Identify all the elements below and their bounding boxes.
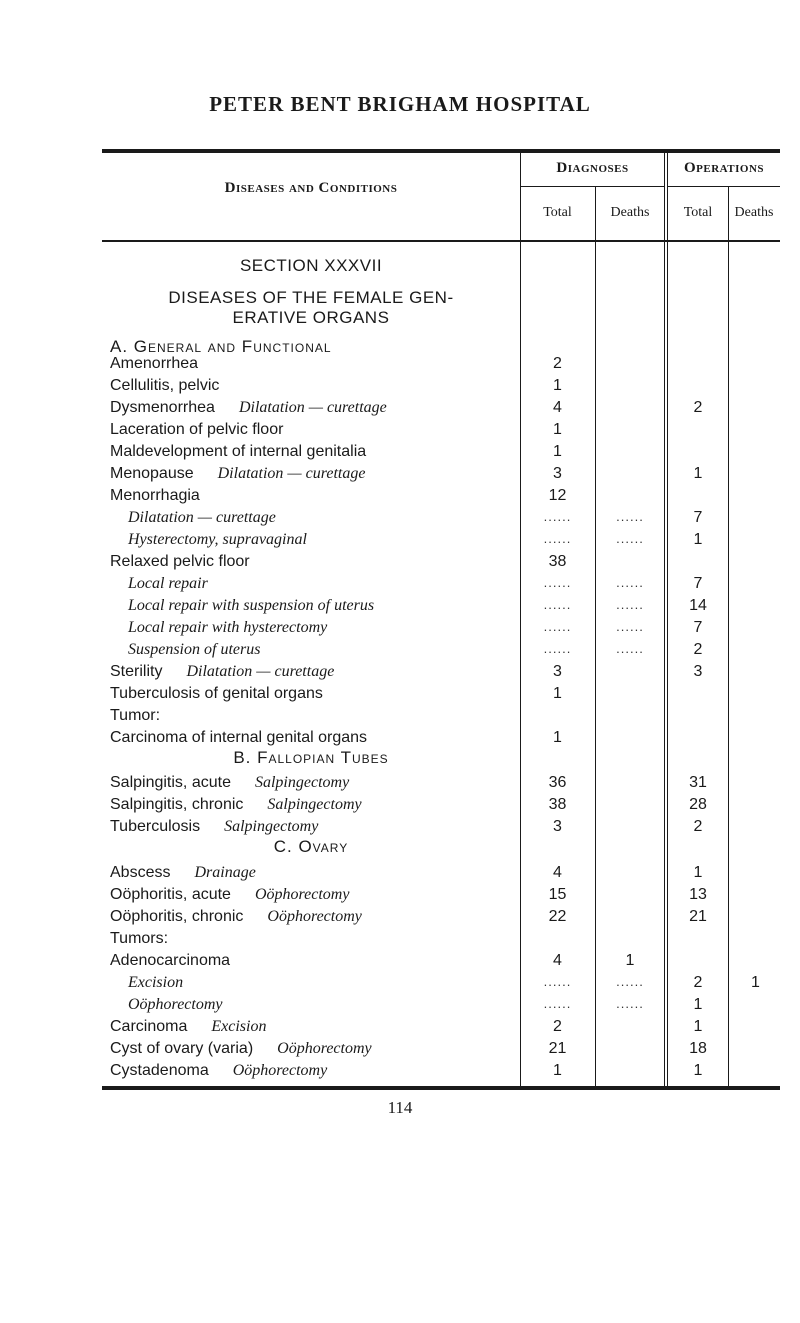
operation-name: Dilatation — curettage (217, 465, 366, 482)
table-row (0, 1040, 800, 1062)
cell-op-total: 2 (693, 818, 703, 835)
row-label (128, 996, 223, 1014)
table-row (0, 1062, 800, 1084)
table-row (0, 619, 800, 641)
table-row (0, 509, 800, 531)
row-label (110, 399, 387, 417)
table-row (0, 864, 800, 886)
row-label (110, 818, 318, 836)
row-label (110, 908, 362, 926)
condition-name: Salpingitis, chronic (110, 796, 244, 813)
cell-dx-total: 1 (553, 421, 562, 438)
cell-dx-total: 2 (553, 355, 562, 372)
condition-name: Carcinoma (110, 1018, 188, 1035)
row-label (110, 1062, 327, 1080)
cell-dx-total: 1 (553, 1062, 562, 1079)
condition-name: Oöphoritis, acute (110, 886, 231, 903)
group-heading-a: A. General and Functional (110, 337, 332, 356)
section-subtitle-2: ERATIVE ORGANS (232, 308, 390, 327)
cell-dx-total: 12 (548, 487, 567, 504)
row-label (110, 930, 168, 948)
cell-op-total: 2 (693, 974, 703, 991)
cell-dx-total: 22 (548, 908, 567, 925)
table-row (0, 553, 800, 575)
row-label (110, 774, 349, 792)
condition-name: Relaxed pelvic floor (110, 553, 250, 570)
table-row (0, 531, 800, 553)
cell-leader: ...... (616, 597, 644, 612)
table-row (0, 1018, 800, 1040)
operation-name: Dilatation — curettage (238, 399, 387, 416)
cell-op-total: 21 (689, 908, 707, 925)
diagnoses-subheader-rule (520, 186, 665, 187)
table-row (0, 465, 800, 487)
table-row (0, 707, 800, 729)
cell-dx-total: 3 (553, 663, 562, 680)
condition-name: Adenocarcinoma (110, 952, 231, 969)
cell-dx-total: 1 (553, 685, 562, 702)
cell-dx-total: 3 (553, 465, 562, 482)
table-row (0, 597, 800, 619)
cell-leader: ...... (543, 509, 572, 524)
cell-dx-total: 38 (548, 553, 567, 570)
table-row (0, 729, 800, 751)
operations-subheader-rule (668, 186, 780, 187)
row-label (110, 707, 160, 725)
condition-name: Cellulitis, pelvic (110, 377, 220, 394)
cell-leader: ...... (543, 597, 572, 612)
cell-leader: ...... (616, 531, 644, 546)
section-subtitle-1: DISEASES OF THE FEMALE GEN- (168, 288, 454, 307)
row-label (128, 641, 260, 659)
operation-name: Excision (211, 1018, 267, 1035)
operation-name: Dilatation — curettage (128, 509, 276, 526)
col-heading-op-total: Total (683, 205, 713, 220)
cell-dx-total: 1 (553, 443, 562, 460)
operation-name: Dilatation — curettage (186, 663, 335, 680)
condition-name: Cyst of ovary (varia) (110, 1040, 254, 1057)
row-label (110, 465, 365, 483)
row-label (110, 1040, 372, 1058)
condition-name: Sterility (110, 663, 163, 680)
row-label (110, 864, 256, 882)
page-number: 114 (387, 1098, 413, 1117)
table-row (0, 952, 800, 974)
condition-name: Tumors: (110, 930, 169, 947)
table-row (0, 355, 800, 377)
cell-op-total: 2 (693, 641, 703, 658)
cell-op-total: 18 (689, 1040, 707, 1057)
row-label (128, 974, 183, 992)
cell-op-total: 7 (693, 509, 703, 526)
row-label (128, 575, 208, 593)
section-title: SECTION XXXVII (239, 256, 383, 275)
row-label (110, 952, 230, 970)
cell-leader: ...... (616, 575, 644, 590)
table-row (0, 774, 800, 796)
condition-name: Dysmenorrhea (110, 399, 215, 416)
condition-name: Carcinoma of internal genital organs (110, 729, 368, 746)
cell-dx-total: 2 (553, 1018, 562, 1035)
cell-op-total: 2 (693, 399, 703, 416)
operation-name: Drainage (194, 864, 256, 881)
operation-name: Local repair with suspension of uterus (128, 597, 375, 614)
table-row (0, 930, 800, 952)
row-label (110, 685, 323, 703)
cell-op-total: 14 (689, 597, 707, 614)
cell-op-total: 1 (693, 864, 703, 881)
condition-name: Maldevelopment of internal genitalia (110, 443, 367, 460)
row-label (110, 443, 366, 461)
cell-dx-total: 4 (553, 952, 562, 969)
operation-name: Oöphorectomy (267, 908, 362, 925)
row-label (110, 487, 200, 505)
row-label (110, 355, 198, 373)
operation-name: Salpingectomy (224, 818, 319, 835)
col-heading-operations: Operations (683, 160, 765, 176)
condition-name: Menopause (110, 465, 194, 482)
table-row (0, 377, 800, 399)
cell-dx-total: 36 (548, 774, 567, 791)
condition-name: Oöphoritis, chronic (110, 908, 244, 925)
cell-leader: ...... (616, 996, 644, 1011)
row-label (110, 421, 283, 439)
condition-name: Laceration of pelvic floor (110, 421, 284, 438)
operation-name: Oöphorectomy (128, 996, 223, 1013)
table-row (0, 399, 800, 421)
col-heading-dx-deaths: Deaths (610, 205, 650, 220)
cell-dx-total: 1 (553, 377, 562, 394)
cell-dx-total: 21 (548, 1040, 567, 1057)
page-header: PETER BENT BRIGHAM HOSPITAL (209, 92, 591, 116)
group-heading-b: B. Fallopian Tubes (233, 748, 389, 767)
row-label (110, 729, 367, 747)
operation-name: Excision (128, 974, 184, 991)
cell-op-total: 31 (689, 774, 707, 791)
cell-dx-total: 4 (553, 864, 562, 881)
cell-op-total: 13 (689, 886, 707, 903)
cell-op-total: 7 (693, 619, 703, 636)
col-heading-op-deaths: Deaths (734, 205, 774, 220)
condition-name: Salpingitis, acute (110, 774, 231, 791)
cell-leader: ...... (543, 974, 572, 989)
operation-name: Oöphorectomy (277, 1040, 372, 1057)
cell-leader: ...... (543, 575, 572, 590)
cell-leader: ...... (616, 619, 644, 634)
cell-op-total: 1 (693, 996, 703, 1013)
row-label (110, 553, 250, 571)
table-row (0, 818, 800, 840)
row-label (128, 619, 327, 637)
operation-name: Local repair (128, 575, 208, 592)
cell-op-total: 1 (693, 465, 703, 482)
cell-op-total: 3 (693, 663, 703, 680)
col-heading-dx-total: Total (543, 205, 572, 220)
cell-dx-total: 38 (548, 796, 567, 813)
row-label (128, 509, 276, 527)
operation-name: Suspension of uterus (128, 641, 261, 658)
condition-name: Abscess (110, 864, 171, 881)
table-row (0, 421, 800, 443)
operation-name: Oöphorectomy (254, 886, 350, 903)
table-row (0, 641, 800, 663)
cell-op-total: 28 (689, 796, 707, 813)
row-label (110, 886, 349, 904)
row-label (110, 663, 334, 681)
operation-name: Local repair with hysterectomy (128, 619, 328, 636)
cell-leader: ...... (616, 641, 644, 656)
table-row (0, 663, 800, 685)
cell-op-total: 1 (693, 1018, 703, 1035)
condition-name: Tuberculosis of genital organs (110, 685, 323, 702)
table-row (0, 685, 800, 707)
table-header-rule (102, 240, 780, 242)
table-bottom-rule (102, 1086, 780, 1090)
cell-leader: ...... (543, 619, 572, 634)
operation-name: Salpingectomy (254, 774, 350, 791)
cell-dx-total: 1 (553, 729, 562, 746)
row-label (110, 1018, 266, 1036)
table-row (0, 443, 800, 465)
condition-name: Cystadenoma (110, 1062, 209, 1079)
table-row (0, 886, 800, 908)
cell-leader: ...... (543, 641, 572, 656)
cell-leader: ...... (616, 509, 644, 524)
cell-leader: ...... (543, 996, 572, 1011)
row-label (110, 377, 219, 395)
operation-name: Hysterectomy, supravaginal (128, 531, 307, 548)
condition-name: Amenorrhea (110, 355, 199, 372)
cell-dx-deaths: 1 (625, 952, 635, 969)
col-heading-diagnoses: Diagnoses (556, 160, 629, 176)
cell-dx-total: 3 (553, 818, 562, 835)
row-label (110, 796, 362, 814)
condition-name: Tuberculosis (110, 818, 201, 835)
cell-op-total: 1 (693, 531, 703, 548)
operation-name: Oöphorectomy (232, 1062, 328, 1079)
table-row (0, 974, 800, 996)
condition-name: Tumor: (110, 707, 161, 724)
table-top-rule (102, 149, 780, 153)
cell-dx-total: 15 (548, 886, 567, 903)
row-label (128, 531, 307, 549)
table-row (0, 796, 800, 818)
cell-leader: ...... (543, 531, 572, 546)
table-row (0, 908, 800, 930)
table-row (0, 996, 800, 1018)
cell-dx-total: 4 (553, 399, 562, 416)
table-row (0, 487, 800, 509)
operation-name: Salpingectomy (267, 796, 362, 813)
col-heading-conditions: Diseases and Conditions (224, 180, 398, 196)
cell-leader: ...... (616, 974, 644, 989)
condition-name: Menorrhagia (110, 487, 200, 504)
group-heading-c: C. Ovary (273, 837, 349, 856)
table-row (0, 575, 800, 597)
cell-op-total: 1 (693, 1062, 703, 1079)
cell-op-total: 7 (693, 575, 703, 592)
cell-op-deaths: 1 (751, 974, 760, 991)
row-label (128, 597, 374, 615)
